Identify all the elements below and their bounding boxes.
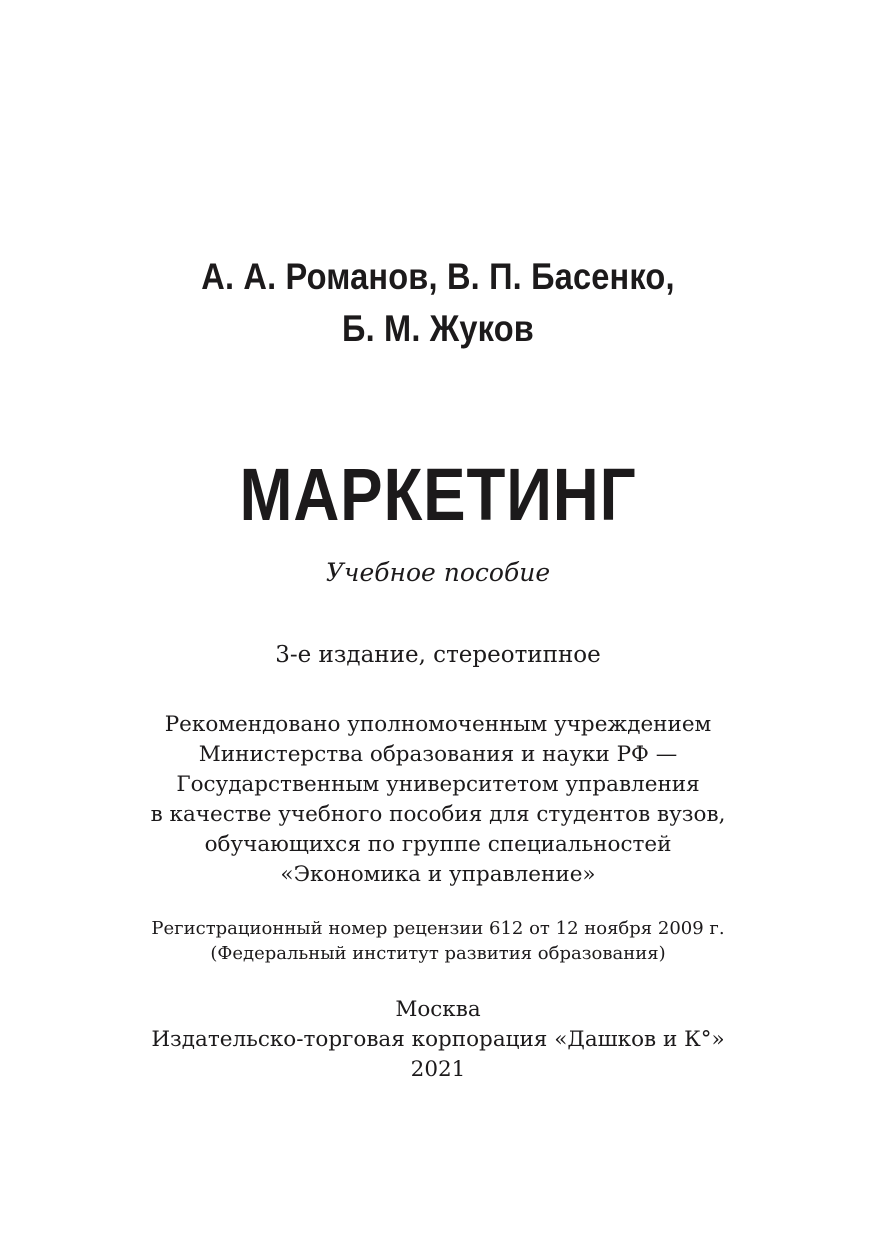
registration-block <box>0 916 876 966</box>
authors-line-1: А. А. Романов, В. П. Басенко, <box>201 256 675 297</box>
imprint-year: 2021 <box>410 1057 466 1082</box>
imprint-city: Москва <box>395 997 481 1022</box>
recommendation-line: в качестве учебного пособия для студентов вузов, <box>150 802 726 827</box>
imprint-publisher: Издательско-торговая корпорация «Дашков и К°» <box>151 1027 725 1052</box>
registration-institute: (Федеральный институт развития образования) <box>210 943 666 964</box>
edition-note: 3-е издание, стереотипное <box>275 642 601 668</box>
book-title: МАРКЕТИНГ <box>239 453 637 536</box>
book-subtitle: Учебное пособие <box>325 558 551 587</box>
recommendation-block <box>0 710 876 890</box>
recommendation-line: обучающихся по группе специальностей <box>204 832 672 857</box>
recommendation-line: Рекомендовано уполномоченным учреждением <box>164 712 712 737</box>
authors-line-2: Б. М. Жуков <box>342 308 534 349</box>
recommendation-line: Государственным университетом управления <box>176 772 700 797</box>
imprint-block <box>0 995 876 1085</box>
recommendation-line: «Экономика и управление» <box>280 862 596 887</box>
recommendation-line: Министерства образования и науки РФ — <box>198 742 678 767</box>
registration-number: Регистрационный номер рецензии 612 от 12 ноября 2009 г. <box>151 918 725 939</box>
